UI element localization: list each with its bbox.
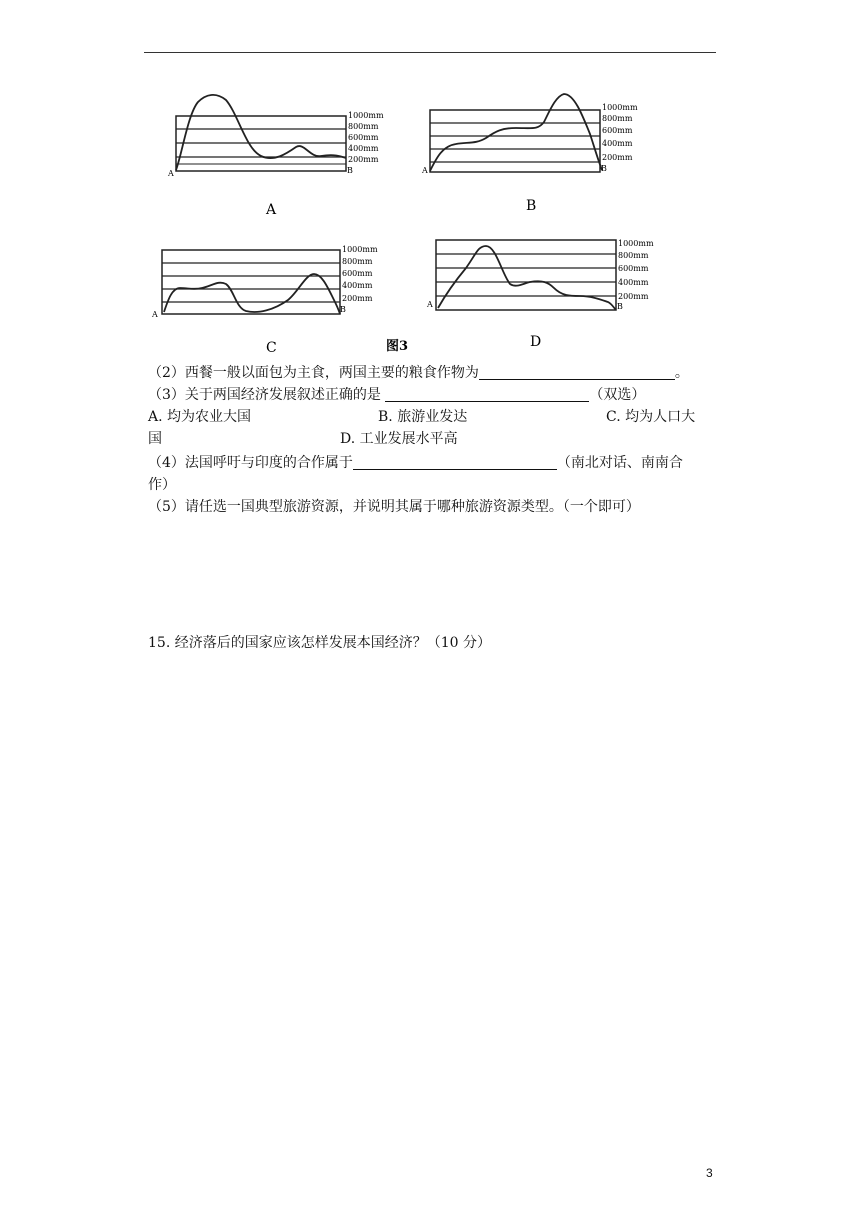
- answer-blank-q2[interactable]: [479, 363, 675, 380]
- scale-label-400: 400mm: [348, 144, 379, 153]
- question-3: [148, 384, 645, 406]
- question-4-continued: 作）: [148, 477, 176, 493]
- precipitation-profile-figure: [146, 74, 666, 354]
- option-a: A. 均为农业大国: [148, 409, 252, 425]
- question-3-suffix: （双选）: [589, 387, 646, 403]
- question-5: （5）请任选一国典型旅游资源，并说明其属于哪种旅游资源类型。（一个即可）: [148, 499, 640, 515]
- panel-b-label: B: [526, 198, 537, 214]
- panel-d-label: D: [530, 334, 542, 350]
- scale-label-1000: 1000mm: [602, 103, 638, 112]
- panel-b: [421, 94, 638, 214]
- endpoint-b: B: [340, 305, 346, 314]
- option-d: D. 工业发展水平高: [340, 431, 458, 447]
- option-c-continued: 国: [148, 431, 162, 447]
- scale-label-200: 200mm: [602, 153, 633, 162]
- panel-c: [151, 245, 378, 354]
- scale-label-400: 400mm: [602, 139, 633, 148]
- scale-label-800: 800mm: [342, 257, 373, 266]
- endpoint-b: B: [347, 166, 353, 175]
- question-2-text: （2）西餐一般以面包为主食，两国主要的粮食作物为: [148, 365, 479, 381]
- option-c: C. 均为人口大: [606, 409, 696, 425]
- scale-label-800: 800mm: [348, 122, 379, 131]
- answer-blank-q3[interactable]: [385, 385, 589, 402]
- question-2: [148, 362, 689, 384]
- question-4-text: （4）法国呼吁与印度的合作属于: [148, 455, 353, 471]
- figure-caption: 图3: [386, 339, 409, 354]
- endpoint-a: A: [422, 166, 428, 175]
- scale-label-800: 800mm: [602, 114, 633, 123]
- endpoint-a: A: [427, 300, 433, 309]
- scale-label-1000: 1000mm: [618, 239, 654, 248]
- scale-label-200: 200mm: [618, 292, 649, 301]
- question-3-text: （3）关于两国经济发展叙述正确的是: [148, 387, 386, 403]
- panel-d: [426, 239, 654, 350]
- endpoint-b: B: [601, 164, 607, 173]
- scale-label-600: 600mm: [602, 126, 633, 135]
- answer-blank-q4[interactable]: [353, 453, 557, 470]
- scale-label-200: 200mm: [348, 155, 379, 164]
- header-rule: [144, 52, 716, 53]
- scale-label-600: 600mm: [342, 269, 373, 278]
- endpoint-a: A: [152, 310, 158, 319]
- scale-label-400: 400mm: [342, 281, 373, 290]
- question-4: [148, 452, 683, 474]
- endpoint-b: B: [617, 302, 623, 311]
- scale-label-800: 800mm: [618, 251, 649, 260]
- panel-a-label: A: [266, 202, 277, 218]
- scale-label-1000: 1000mm: [342, 245, 378, 254]
- scale-label-1000: 1000mm: [348, 111, 384, 120]
- scale-label-200: 200mm: [342, 294, 373, 303]
- question-2-end: 。: [674, 365, 689, 381]
- page-number: 3: [706, 1166, 713, 1180]
- question-15: 15. 经济落后的国家应该怎样发展本国经济？（10 分）: [148, 635, 491, 651]
- option-b: B. 旅游业发达: [378, 409, 468, 425]
- question-4-suffix: （南北对话、南南合: [556, 455, 683, 471]
- endpoint-a: A: [168, 169, 174, 178]
- panel-a: [167, 95, 384, 218]
- scale-label-600: 600mm: [618, 264, 649, 273]
- scale-label-600: 600mm: [348, 133, 379, 142]
- scale-label-400: 400mm: [618, 278, 649, 287]
- panel-c-label: C: [266, 340, 277, 354]
